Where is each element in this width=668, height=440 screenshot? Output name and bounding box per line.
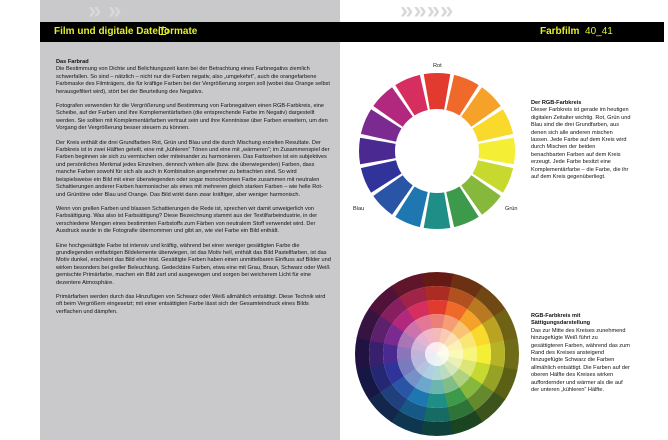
caption-title: RGB-Farbkreis mit Sättigungsdarstellung	[531, 313, 591, 327]
paragraph: Eine hochgesättigte Farbe ist intensiv und kräftig, während bei einer weniger gesättigten Farbe die grundlegenden entfarbigen Bildelemente überwiegen, ist das Motiv hell, enthält das Bild Pastellfarben, ist das Motiv dunkel, erscheint das Bild eher trist. Gesättigte Farben haben einen unmittelbaren Einfluss auf Bilder und wirken besonders bei greller Beleuchtung. Gedecktäre Farben, etwa eine mit Grau, Braun, Schwarz oder Weiß gemischte Primärfarbe, machen ein Bild zart und ausgewogen und sorgen bei weicherem Licht für eine dezentere Atmosphäre.	[56, 242, 331, 286]
saturation-cell	[420, 421, 453, 436]
wheel-segment	[424, 73, 451, 110]
saturation-cell	[490, 341, 505, 368]
ghost-heading-left: » »	[88, 0, 122, 22]
wheel-label-blue: Blau	[353, 206, 365, 212]
wheel-segment	[478, 138, 515, 165]
page-numbers: 40_41	[585, 26, 613, 37]
chapter-title: Film und digitale Dateiformate	[54, 26, 198, 37]
paragraph: Wenn von grellen Farben und blassen Schattierungen die Rede ist, sprechen wir damit unweigerlich von Farbsättigung. Was also ist Farbsättigung? Diese Bezeichnung stammt aus der Textilfarbeindustrie, in der verschiedene Mengen eines bestimmten Farbstoffs zum Färben von neutralem Stoff verwendet wird. Der Ausdruck wurde in die Fotografie übernommen und gibt an, wie viel Farbe ein Bild enthält.	[56, 205, 318, 235]
paragraph: Primärfarben werden durch das Hinzufügen von Schwarz oder Weiß allmählich entsättigt. Diese Technik wird oft beim Vergrößern eingesetzt; mit einer entsättigten Farbe lässt sich der Gesamteindruck eines Bilds verflachen und dämpfen.	[56, 293, 326, 315]
wheel-label-green: Grün	[505, 206, 518, 212]
saturation-cell	[369, 340, 384, 367]
paragraph: Der Kreis enthält die drei Grundfarben Rot, Grün und Blau und die durch Mischung erzielten Resultate. Der Farbkreis ist in zwei Hälften geteilt, eine mit „kühleren“ Tönen und eine mit „wärmeren“; im Zusammenspiel der Farben beginnen sie sich zu vermischen oder miteinander zu harmonieren. Das Farbsehen ist ein subjektives und persönliches Merkmal jedes Einzelnen, dennoch wirken alle (bzw. die überwiegenden) Farben, dass manche Farben sowohl für sich als auch in Kombination angenehmer zu betrachten sind. So wird beispielsweise ein Bild mit einer überwiegenden oder sogar monochromen Farbe zusammen mit neutralen Schattierungen anderer Farben harmonischer als eines mit mehreren gleich starken Farben – wie helle Rot- und Grüntöne oder Blau und Orange. Das Bild wirkt dann zwar kräftiger, aber weniger harmonisch.	[56, 139, 330, 198]
caption-text: Das zur Mitte des Kreises zunehmend hinzugefügte Weiß führt zu gesättigteren Farben, während das zum Rand des Kreises ansteigend hinzugefügte Schwarz die Farben allmählich entsättigt. Die Farben auf der oberen Hälfte des Kreises wirken auffordernder und wärmer als die auf der unteren „kühleren“ Hälfte.	[531, 327, 630, 394]
caption-rgb-wheel	[531, 100, 631, 181]
saturation-cell	[426, 300, 448, 315]
saturation-cell	[504, 338, 519, 371]
wheel-segment	[359, 138, 396, 165]
section-and-page	[540, 26, 613, 37]
saturation-cell	[476, 343, 491, 365]
caption-title: Der RGB-Farbkreis	[531, 100, 582, 106]
wheel-segment	[424, 192, 451, 229]
article-heading: Das Farbrad	[56, 59, 89, 65]
paragraph: Fotografen verwenden für die Vergrößerung und Bestimmung von Farbnegativen einen RGB-Farbkreis, eine Scheibe, auf der Farben und ihre Komplementärfarben (die entsprechende Farbe im Negativ) dargestellt werden. Sie sollten mit Komplementärfarben vertraut sein und ihre Kenntnisse über Farben erweitern, um den Vorgang der Vergrößerung besser steuern zu können.	[56, 103, 328, 132]
wheel-label-red: Rot	[433, 63, 442, 69]
caption-saturation-wheel	[531, 313, 631, 394]
paragraph: Die Bestimmung von Dichte und Belichtungszeit kann bei der Betrachtung eines Farbnegativs ziemlich schwerfallen. So sind – nätzlich – nicht nur die Farben negativ, also „umgekehrt“, auch die orangefarbene Farbmaske des Filmträgers, die für kräftige Farben bei der Vergrößerung sorgen soll (wobei das Orange selbst herausgefiltert wird), stört bei der Beurteilung des Negativs.	[56, 66, 330, 95]
saturation-cell	[355, 337, 370, 370]
article-body	[56, 59, 332, 323]
left-page-margin	[0, 0, 40, 440]
saturation-cell	[421, 272, 454, 287]
section-title: Farbfilm	[540, 26, 580, 37]
ghost-heading-right: »»»»	[400, 0, 454, 22]
caption-text: Dieser Farbkreis ist gerade im heutigen digitalen Zeitalter wichtig. Rot, Grün und Blau sind die drei Grundfarben, aus denen sich alle anderen mischen lassen. Jede Farbe auf dem Kreis wird durch Mischen der beiden benachbarten Farben auf dem Kreis erzeugt. Jede Farbe besitzt eine Komplementärfarbe – die Farbe, die ihr auf dem Kreis gegenüberliegt.	[531, 107, 631, 181]
saturation-cell	[423, 407, 450, 422]
saturation-cell	[383, 343, 398, 365]
saturation-cell	[426, 393, 448, 408]
saturation-cell	[424, 286, 451, 301]
rgb-color-wheel	[357, 71, 517, 231]
film-frame-icon	[159, 27, 169, 35]
saturation-color-wheel	[353, 270, 521, 438]
